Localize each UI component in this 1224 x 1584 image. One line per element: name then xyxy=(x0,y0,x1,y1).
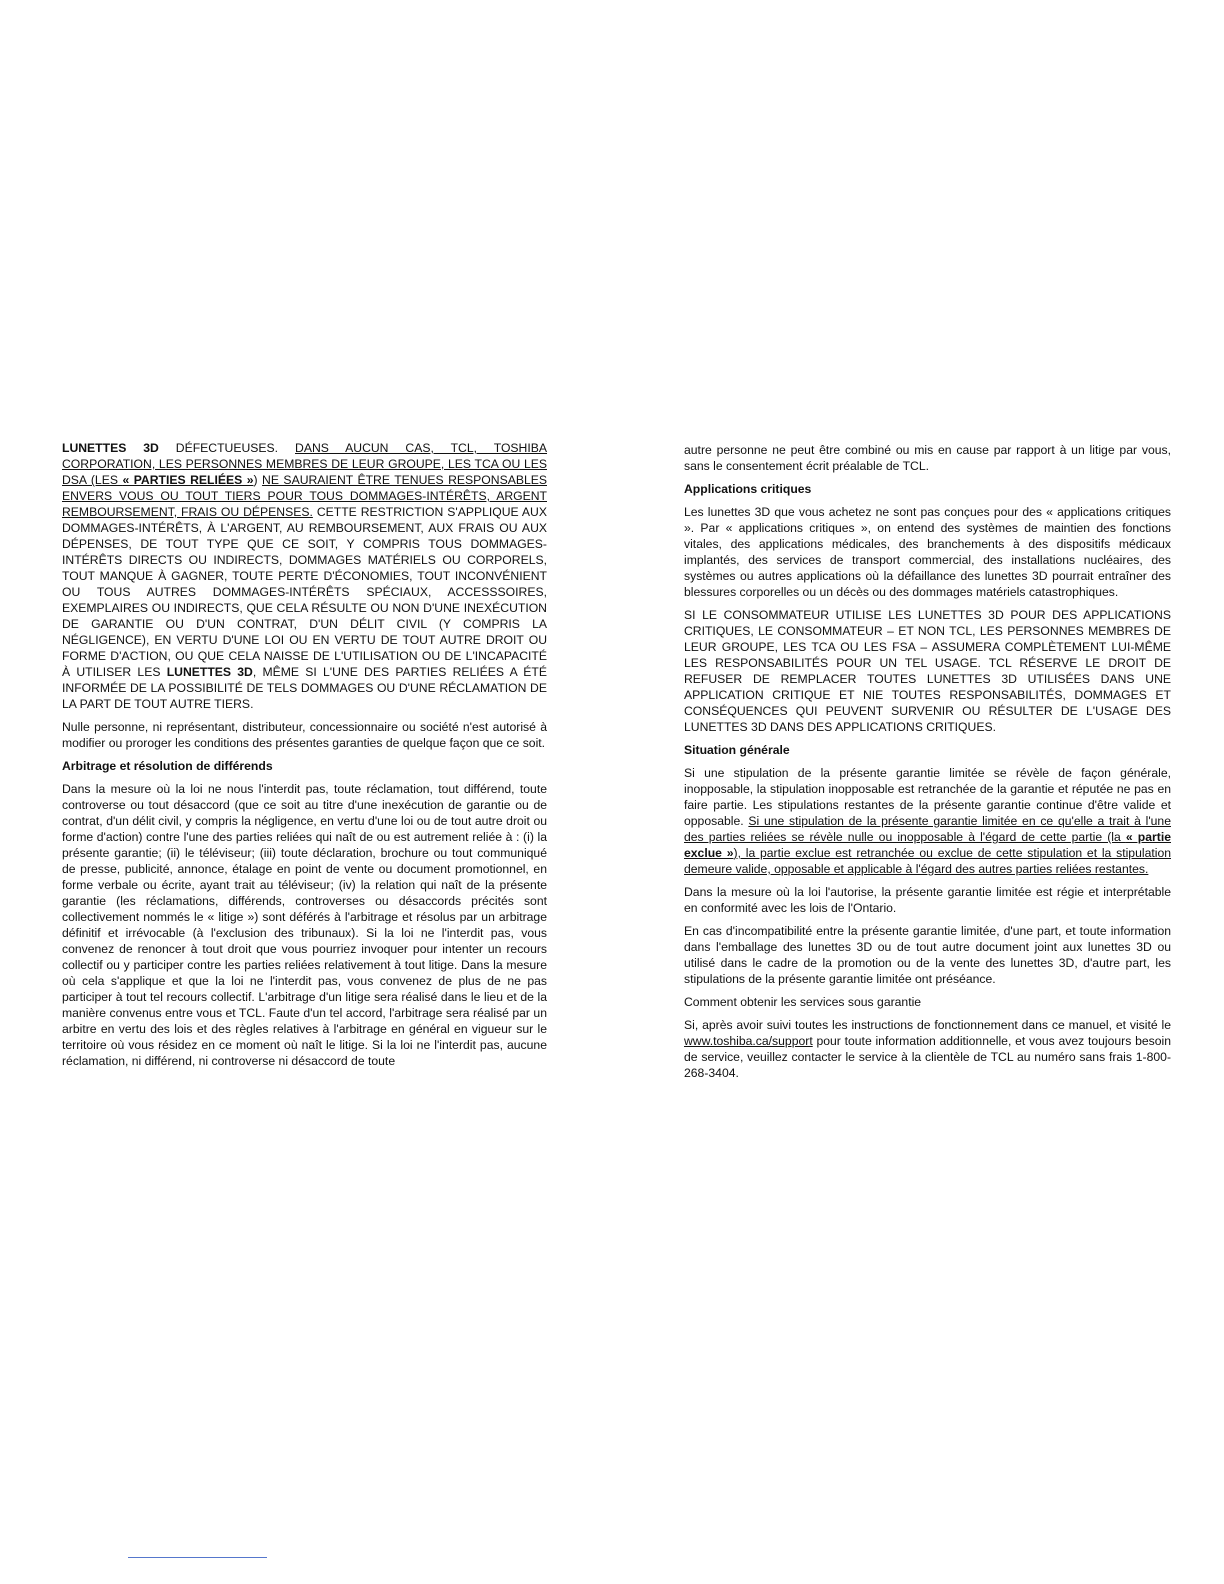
service-paragraph xyxy=(684,1017,1171,1081)
parties-reliees-term: « PARTIES RELIÉES » xyxy=(122,473,254,487)
liability-underlined-1: DANS AUCUN CAS, TCL, TOSHIBA CORPORATION, LES PERSONNES MEMBRES DE LEUR GROUPE, LES TCA OU LES DSA (LES xyxy=(62,441,548,487)
liability-paragraph xyxy=(62,440,547,712)
service-text-1: Si, après avoir suivi toutes les instructions de fonctionnement dans ce manuel, et visité le xyxy=(684,1018,1171,1032)
lunettes-3d-bold-2: LUNETTES 3D xyxy=(166,665,253,679)
severability-underlined-1: Si une stipulation de la présente garantie limitée en ce qu'elle a trait à l'une des parties reliées se révèle nulle ou inopposable à l'égard de cette partie (la xyxy=(684,814,1171,844)
applications-paragraph: Les lunettes 3D que vous achetez ne sont pas conçues pour des « applications critiques ». Par « applications critiques », on entend des systèmes de maintien des fonctions vitales, des applications médicales, des branchements à des dispositifs médicaux implantés, des services de transport commercial, des installations nucléaires, des systèmes ou autres applications où la défaillance des lunettes 3D pourrait entraîner des blessures corporelles ou un décès ou des dommages matériels catastrophiques. xyxy=(684,505,1171,599)
continuation-paragraph: autre personne ne peut être combiné ou mis en cause par rapport à un litige par vous, sans le consentement écrit préalable de TCL. xyxy=(684,443,1171,473)
left-column xyxy=(62,440,547,1076)
partie-exclue-term: « partie exclue » xyxy=(684,830,1171,860)
liability-text-4: , MÊME SI L'UNE DES PARTIES RELIÉES A ÉTÉ INFORMÉE DE LA POSSIBILITÉ DE TELS DOMMAGES OU D'UNE RÉCLAMATION DE LA PART DE TOUT AUTRE TIERS. xyxy=(62,665,547,711)
liability-text-2: ) xyxy=(253,473,263,487)
arbitrage-paragraph: Dans la mesure où la loi ne nous l'interdit pas, toute réclamation, tout différend, toute controverse ou tout désaccord (que ce soit au titre d'une inexécution de garantie ou de contrat, d'un délit civil, y compris la négligence, en vertu d'une loi ou de tout autre droit ou forme d'action) contre l'une des parties reliées qui naît de ou est autrement reliée à : (i) la présente garantie; (ii) le téléviseur; (iii) toute déclaration, brochure ou tout communiqué de presse, publicité, annonce, étalage en point de vente ou document promotionnel, en forme verbale ou écrite, ayant trait au téléviseur; (iv) la relation qui naît de la présente garantie (les réclamations, différends, controverses ou désaccords précités sont collectivement nommés le « litige ») sont déférés à l'arbitrage et résolus par un arbitrage définitif et irrévocable (à l'exclusion des tribunaux). Si la loi ne l'interdit pas, vous convenez de renoncer à tout droit que vous pourriez invoquer pour intenter un recours collectif ou y participer contre les parties reliées relativement à tout litige. Dans la mesure où cela s'applique et que la loi ne l'interdit pas, vous convenez de plus de ne pas participer à tout tel recours collectif. L'arbitrage d'un litige sera réalisé dans le lieu et de la manière convenus entre vous et TCL. Faute d'un tel accord, l'arbitrage sera réalisé par un arbitre en vertu des lois et des règles relatives à l'arbitrage en général en vigueur sur le territoire où vous résidez en ce moment où naît le litige. Si la loi ne l'interdit pas, aucune réclamation, ni différend, ni controverse ni désaccord de toute xyxy=(62,782,547,1068)
no-authorization-paragraph: Nulle personne, ni représentant, distributeur, concessionnaire ou société n'est autorisé à modifier ou proroger les conditions des présentes garanties de quelque façon que ce soit. xyxy=(62,720,547,750)
precedence-paragraph: En cas d'incompatibilité entre la présente garantie limitée, d'une part, et toute information dans l'emballage des lunettes 3D ou de tout autre document joint aux lunettes 3D ou utilisé dans le cadre de la promotion ou de la vente des lunettes 3D, d'autre part, les stipulations de la présente garantie limitée ont préséance. xyxy=(684,924,1171,986)
arbitrage-heading: Arbitrage et résolution de différends xyxy=(62,759,273,773)
consumer-responsibility-paragraph: SI LE CONSOMMATEUR UTILISE LES LUNETTES 3D POUR DES APPLICATIONS CRITIQUES, LE CONSOMMATEUR – ET NON TCL, LES PERSONNES MEMBRES DE LEUR GROUPE, LES TCA OU LES FSA – ASSUMERA COMPLÈTEMENT LUI-MÊME LES RESPONSABILITÉS POUR UN TEL USAGE. TCL RÉSERVE LE DROIT DE REFUSER DE REMPLACER TOUTES LUNETTES 3D UTILISÉES DANS UNE APPLICATION CRITIQUE ET NIE TOUTES RESPONSABILITÉS, DOMMAGES ET CONSÉQUENCES QUI PEUVENT SURVENIR OU RÉSULTER DE L'USAGE DES LUNETTES 3D DANS DES APPLICATIONS CRITIQUES. xyxy=(684,608,1171,734)
service-text-2: pour toute information additionnelle, et vous avez toujours besoin de service, veuillez contacter le service à la clientèle de TCL au numéro sans frais 1-800-268-3404. xyxy=(684,1034,1171,1080)
footnote-divider xyxy=(128,1557,267,1558)
situation-generale-heading: Situation générale xyxy=(684,743,790,757)
severability-paragraph xyxy=(684,765,1171,877)
service-heading-line: Comment obtenir les services sous garantie xyxy=(684,995,922,1009)
toshiba-support-link[interactable]: www.toshiba.ca/support xyxy=(684,1034,813,1048)
liability-text-1: DÉFECTUEUSES. xyxy=(158,441,296,455)
right-column xyxy=(684,442,1171,1088)
lunettes-3d-bold: LUNETTES 3D xyxy=(62,441,159,455)
severability-text: Si une stipulation de la présente garantie limitée se révèle de façon générale, inopposable, la stipulation inopposable est retranchée de la garantie et réputée ne pas en faire partie. Les stipulations restantes de la présente garantie continue d'être valide et opposable. xyxy=(684,766,1171,828)
governing-law-paragraph: Dans la mesure où la loi l'autorise, la présente garantie limitée est régie et interprétable en conformité avec les lois de l'Ontario. xyxy=(684,885,1171,915)
applications-critiques-heading: Applications critiques xyxy=(684,482,812,496)
liability-underlined-2: NE SAURAIENT ÊTRE TENUES RESPONSABLES ENVERS VOUS OU TOUT TIERS POUR TOUS DOMMAGES-INTÉRÊTS, ARGENT REMBOURSEMENT, FRAIS OU DÉPENSES. xyxy=(62,473,547,519)
liability-text-3: CETTE RESTRICTION S'APPLIQUE AUX DOMMAGES-INTÉRÊTS, À L'ARGENT, AU REMBOURSEMENT, AUX FRAIS OU AUX DÉPENSES, DE TOUT TYPE QUE CE SOIT, Y COMPRIS TOUS DOMMAGES-INTÉRÊTS DIRECTS OU INDIRECTS, DOMMAGES MATÉRIELS OU CORPORELS, TOUT MANQUE À GAGNER, TOUTE PERTE D'ÉCONOMIES, TOUT INCONVÉNIENT OU TOUS AUTRES DOMMAGES-INTÉRÊTS SPÉCIAUX, ACCESSSOIRES, EXEMPLAIRES OU INDIRECTS, QUE CELA RÉSULTE OU NON D'UNE INEXÉCUTION DE GARANTIE OU D'UN CONTRAT, D'UN DÉLIT CIVIL (Y COMPRIS LA NÉGLIGENCE), EN VERTU D'UNE LOI OU EN VERTU DE TOUT AUTRE DROIT OU FORME D'ACTION, OU QUE CELA NAISSE DE L'UTILISATION OU DE L'INCAPACITÉ À UTILISER LES xyxy=(62,505,547,679)
severability-underlined-2: ), la partie exclue est retranchée ou exclue de cette stipulation et la stipulation demeure valide, opposable et applicable à l'égard des autres parties reliées restantes. xyxy=(684,846,1171,876)
